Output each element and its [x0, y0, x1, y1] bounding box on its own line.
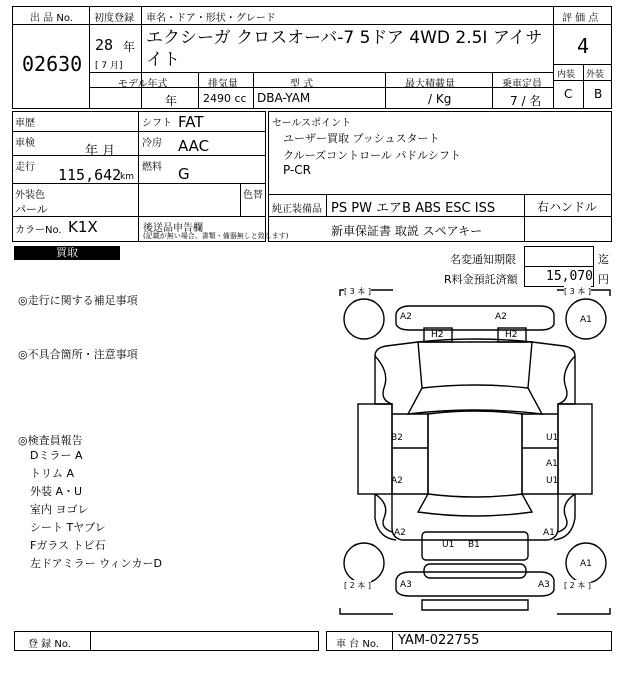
recycle-value: 15,070 [546, 269, 593, 284]
equipment-label: 純正装備品 [272, 204, 322, 215]
displacement-value: 2490 cc [203, 92, 247, 105]
note-defects: ◎不具合箇所・注意事項 [18, 348, 138, 361]
type-label: 型 式 [290, 79, 314, 90]
rear-left-wheel-count: [ 2 本 ] [344, 581, 371, 590]
max-load-label: 最大積載量 [405, 79, 455, 90]
chassis-label: 車 台 No. [336, 639, 379, 650]
damage-mark: U1 [546, 476, 559, 486]
first-reg-label: 初度登録 [94, 13, 134, 24]
after-doc-label: 後送品申告欄 [143, 223, 203, 234]
damage-mark: A1 [580, 559, 592, 569]
damage-mark: B1 [468, 540, 480, 550]
car-name-label: 車名・ドア・形状・グレード [146, 13, 276, 24]
damage-mark: U1 [546, 433, 559, 443]
name-change-label: 名変通知期限 [450, 253, 516, 266]
damage-mark: H2 [431, 330, 444, 340]
front-right-wheel-count: [ 3 本 ] [564, 287, 591, 296]
capacity-label: 乗車定員 [502, 79, 542, 90]
front-left-wheel-count: [ 3 本 ] [344, 287, 371, 296]
recycle-unit: 円 [598, 273, 609, 286]
first-reg-year-unit: 年 [123, 40, 136, 54]
ext-color-label: 外装色 [15, 190, 45, 201]
report-line: 左ドアミラー ウィンカーD [30, 557, 162, 570]
damage-mark: A3 [538, 580, 550, 590]
model-year-label: モデル年式 [118, 79, 168, 90]
car-damage-diagram [338, 288, 612, 616]
rear-right-wheel-count: [ 2 本 ] [564, 581, 591, 590]
purchase-badge: 買取 [14, 246, 120, 260]
damage-mark: H2 [505, 330, 518, 340]
reg-no-label: 登 録 No. [28, 639, 71, 650]
name-change-unit: 迄 [598, 253, 609, 266]
interior-grade: C [564, 87, 573, 101]
equipment-items: PS PW エアB ABS ESC ISS [331, 201, 496, 216]
mileage-label: 走行 [15, 162, 35, 173]
note-driving: ◎走行に関する補足事項 [18, 294, 138, 307]
damage-mark: A2 [391, 476, 403, 486]
lot-no-label: 出 品 No. [30, 13, 73, 24]
score-value: 4 [577, 34, 590, 58]
note-inspector: ◎検査員報告 [18, 434, 83, 447]
fuel-value: G [178, 165, 190, 183]
ac-label: 冷房 [142, 138, 162, 149]
exterior-label: 外装 [586, 70, 605, 80]
ext-color-value: パール [15, 203, 48, 216]
inspection-label: 車検 [15, 138, 35, 149]
report-line: Fガラス トビ石 [30, 539, 106, 552]
report-line: 室内 ヨゴレ [30, 503, 89, 516]
car-outline [338, 288, 612, 616]
interior-label: 内装 [557, 70, 576, 80]
damage-mark: A2 [394, 528, 406, 538]
damage-mark: A1 [543, 528, 555, 538]
shift-value: FAT [178, 113, 204, 131]
damage-mark: U1 [442, 540, 455, 550]
lot-no: 02630 [22, 52, 83, 76]
shift-label: シフト [142, 118, 172, 129]
exterior-grade: B [594, 87, 603, 101]
damage-mark: A1 [546, 459, 558, 469]
damage-mark: A2 [400, 312, 412, 322]
report-line: シート Tヤブレ [30, 521, 106, 534]
report-line: トリム A [30, 467, 75, 480]
recycle-label: R料金預託済額 [444, 273, 518, 286]
mileage-value: 115,642 [58, 166, 122, 184]
capacity-value: 7 / 名 [510, 94, 542, 108]
sales-point-line-3: P-CR [283, 163, 312, 177]
type-value: DBA-YAM [257, 91, 311, 105]
damage-mark: A3 [400, 580, 412, 590]
displacement-label: 排気量 [208, 79, 238, 90]
color-no-value: K1X [68, 218, 98, 236]
car-name: エクシーガ クロスオーバ-7 5ドア 4WD 2.5I アイサイト [146, 28, 543, 70]
steering-value: 右ハンドル [537, 200, 598, 214]
sales-point-label: セールスポイント [272, 118, 352, 129]
sales-point-line-1: ユーザー買取 プッシュスタート [283, 132, 440, 145]
report-line: 外装 A・U [30, 485, 83, 498]
warranty-value: 新車保証書 取説 スペアキー [331, 224, 483, 238]
history-label: 車歴 [15, 118, 35, 129]
fuel-label: 燃料 [142, 162, 162, 173]
report-line: Dミラー A [30, 449, 83, 462]
inspection-value: 年 月 [85, 144, 116, 159]
max-load-value: / Kg [428, 92, 452, 106]
after-doc-note: (記載が無い場合、書類・備器無しと致します) [143, 232, 289, 240]
repaint-label: 色替 [243, 190, 263, 201]
sales-point-line-2: クルーズコントロール パドルシフト [283, 149, 461, 162]
score-label: 評 価 点 [562, 13, 599, 24]
first-reg-year: 28 [95, 36, 114, 54]
name-change-box [524, 246, 594, 267]
model-year-unit: 年 [165, 94, 178, 108]
mileage-unit: km [120, 172, 134, 182]
chassis-value: YAM-022755 [398, 633, 480, 648]
first-reg-month: [ 7 月] [95, 61, 123, 71]
damage-mark: B2 [391, 433, 403, 443]
damage-mark: A2 [495, 312, 507, 322]
ac-value: AAC [178, 137, 210, 155]
damage-mark: A1 [580, 315, 592, 325]
color-no-label: カラーNo. [15, 225, 62, 236]
